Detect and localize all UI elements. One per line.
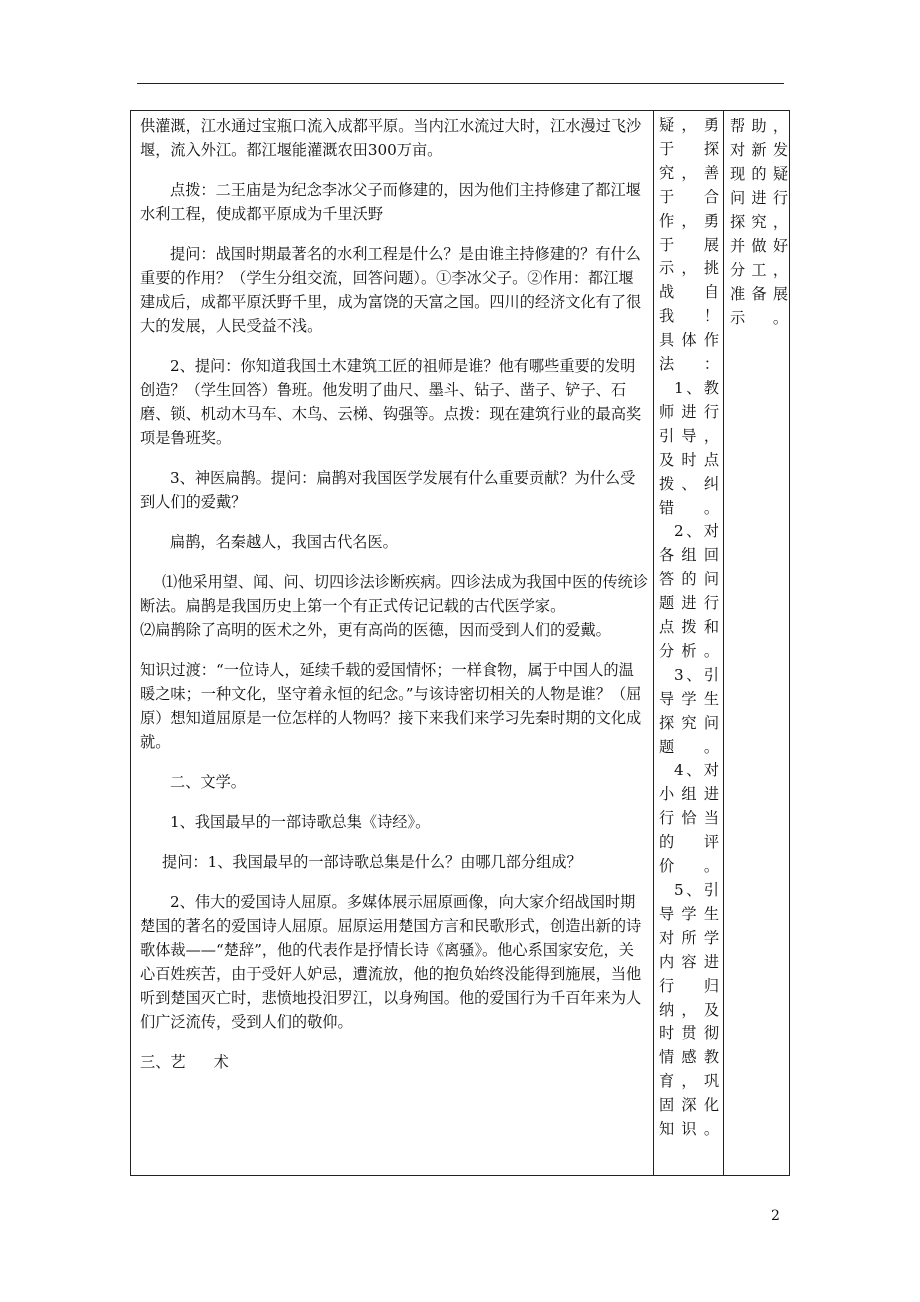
main-column <box>140 114 648 1074</box>
teacher-line: 3、引导学生探究问题。 <box>659 665 719 756</box>
teacher-guidance-column <box>659 114 719 1142</box>
section-heading-art: 三、艺 术 <box>140 1053 229 1071</box>
paragraph-dujiangyan: 供灌溉，江水通过宝瓶口流入成都平原。当内江水流过大时，江水漫过飞沙堰，流入外江。都江堰能灌溉农田300万亩。 <box>140 117 642 159</box>
paragraph-four-diagnosis: ⑴他采用望、闻、问、切四诊法诊断疾病。四诊法成为我国中医的传统诊断法。扁鹊是我国历史上第一个有正式传记记载的古代医学家。 <box>140 573 648 615</box>
teacher-line: 具体作法： <box>659 331 719 374</box>
teacher-line: 2、对各组回答的问题进行点拨和分析。 <box>659 522 719 660</box>
paragraph-transition: 知识过渡：“一位诗人，延续千载的爱国情怀；一样食物，属于中国人的温暖之味；一种文化，坚守着永恒的纪念。”与该诗密切相关的人物是谁？（屈原）想知道屈原是一位怎样的人物吗？接下来我们来学习先秦时期的文化成就。 <box>140 661 642 751</box>
student-activity-column <box>730 114 788 330</box>
teacher-line: 5、引导学生对所学内容进行归纳，及时贯彻情感教育，巩固深化知识。 <box>659 881 719 1139</box>
paragraph-bian-que: 3、神医扁鹊。提问：扁鹊对我国医学发展有什么重要贡献？为什么受到人们的爱戴？ <box>140 469 636 511</box>
paragraph-bian-que-intro: 扁鹊，名秦越人，我国古代名医。 <box>170 533 398 551</box>
paragraph-medical-ethics: ⑵扁鹊除了高明的医术之外，更有高尚的医德，因而受到人们的爱戴。 <box>140 621 611 639</box>
column-divider <box>723 110 724 1176</box>
teacher-line: 4、对小组进行恰当的评价。 <box>659 761 719 876</box>
paragraph-question-shijing: 提问：1、我国最早的一部诗歌总集是什么？由哪几部分组成？ <box>162 853 582 871</box>
teacher-line: 1、教师进行引导，及时点拨、纠错。 <box>659 378 719 517</box>
paragraph-shijing: 1、我国最早的一部诗歌总集《诗经》。 <box>170 813 431 831</box>
page-number: 2 <box>771 1208 780 1224</box>
paragraph-question-water: 提问：战国时期最著名的水利工程是什么？是由谁主持修建的？有什么重要的作用？（学生分组交流，回答问题）。①李冰父子。②作用：都江堰建成后，成都平原沃野千里，成为富饶的天富之国。四川的经济文化有了很大的发展，人民受益不浅。 <box>140 245 642 335</box>
paragraph-erwang-temple: 点拨：二王庙是为纪念李冰父子而修建的，因为他们主持修建了都江堰水利工程，使成都平原成为千里沃野 <box>140 181 641 223</box>
student-activity-text: 帮助，对新发现的疑问进行探究，并做好分工，准备展示。 <box>730 117 788 327</box>
section-heading-literature: 二、文学。 <box>170 773 246 791</box>
header-rule <box>137 83 784 84</box>
column-divider <box>653 110 654 1176</box>
paragraph-qu-yuan: 2、伟大的爱国诗人屈原。多媒体展示屈原画像，向大家介绍战国时期楚国的著名的爱国诗人屈原。屈原运用楚国方言和民歌形式，创造出新的诗歌体裁——“楚辞”，他的代表作是抒情长诗《离骚》。他心系国家安危，关心百姓疾苦，由于受奸人妒忌，遭流放，他的抱负始终没能得到施展，当他听到楚国灭亡时，悲愤地投汨罗江，以身殉国。他的爱国行为千百年来为人们广泛流传，受到人们的敬仰。 <box>140 893 642 1031</box>
paragraph-lu-ban: 2、提问：你知道我国土木建筑工匠的祖师是谁？他有哪些重要的发明创造？（学生回答）鲁班。他发明了曲尺、墨斗、钻子、凿子、铲子、石磨、锁、机动木马车、木鸟、云梯、钩强等。点拨：现在建筑行业的最高奖项是鲁班奖。 <box>140 357 642 447</box>
teacher-line: 疑，勇于探究，善于合作，勇于展示，挑战自我！ <box>659 116 719 326</box>
